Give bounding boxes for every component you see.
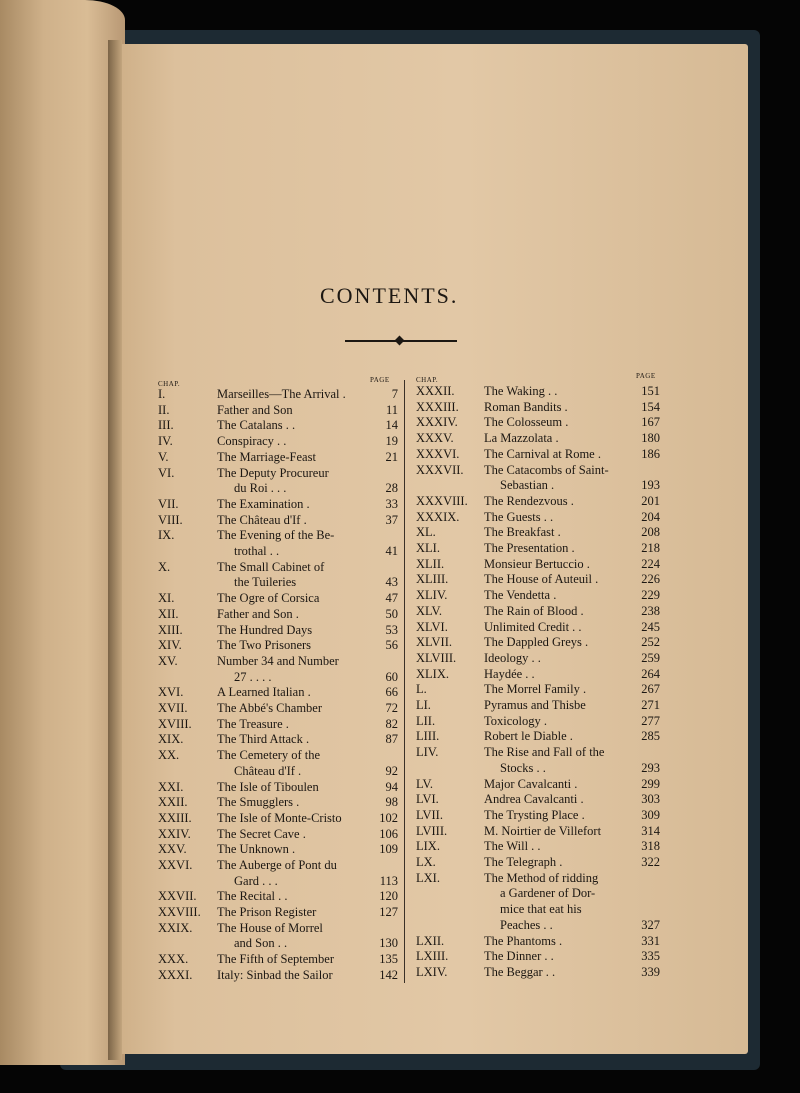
page-number: 259 xyxy=(641,650,660,665)
page-number: 33 xyxy=(385,496,398,511)
chapter-number: XX. xyxy=(158,748,180,763)
chapter-title: The Catacombs of Saint- xyxy=(484,462,609,477)
chapter-title: The Dinner . . xyxy=(484,949,554,964)
chapter-title: The Marriage-Feast xyxy=(217,449,316,464)
chapter-number: XXXII. xyxy=(416,384,455,398)
page-number: 130 xyxy=(379,936,398,951)
page-number: 120 xyxy=(379,889,398,904)
page-number: 92 xyxy=(385,763,398,778)
page-number: 252 xyxy=(641,635,660,650)
page-number: 314 xyxy=(641,823,660,838)
chapter-number: II. xyxy=(158,402,170,417)
chapter-number: XXIX. xyxy=(158,920,193,935)
chapter-title: The Method of ridding xyxy=(484,870,599,885)
toc-entry xyxy=(158,827,398,843)
chapter-title: The Phantoms . xyxy=(484,933,563,948)
toc-entry xyxy=(416,620,661,636)
chapter-title: Father and Son xyxy=(217,402,293,417)
page-number: 82 xyxy=(385,716,398,731)
page-number: 154 xyxy=(641,399,660,414)
chapter-title: Roman Bandits . xyxy=(484,399,568,414)
page-number: 109 xyxy=(379,842,398,857)
chapter-number: XXVI. xyxy=(158,858,193,872)
toc-entry xyxy=(416,462,661,493)
chapter-number: LXI. xyxy=(416,870,440,885)
page-number: 201 xyxy=(641,493,660,508)
toc-entry xyxy=(158,497,398,513)
chapter-number: XXX. xyxy=(158,952,189,967)
chapter-number: XLI. xyxy=(416,541,440,555)
page-number: 322 xyxy=(641,855,660,869)
page-number: 151 xyxy=(641,384,660,398)
chapter-title: Pyramus and Thisbe xyxy=(484,698,586,712)
chapter-title: The Isle of Tiboulen xyxy=(217,779,319,794)
toc-entry xyxy=(158,701,398,717)
toc-entry xyxy=(416,667,661,683)
page-header-right: PAGE xyxy=(636,372,656,380)
chapter-title: The Vendetta . xyxy=(484,588,557,603)
toc-entry xyxy=(158,591,398,607)
toc-entry xyxy=(158,418,398,434)
page-number: 224 xyxy=(641,556,660,571)
page-number: 72 xyxy=(385,701,398,715)
toc-entry xyxy=(158,528,398,558)
toc-entry xyxy=(158,717,398,733)
chapter-number: LV. xyxy=(416,776,434,791)
toc-entry xyxy=(158,748,398,778)
toc-entry xyxy=(416,839,661,855)
chapter-number: XXXIV. xyxy=(416,415,458,430)
chapter-number: LIII. xyxy=(416,729,440,744)
page-number: 19 xyxy=(385,434,398,449)
chapter-number: LI. xyxy=(416,698,431,712)
chapter-number: XVIII. xyxy=(158,716,192,731)
page-number: 277 xyxy=(641,713,660,728)
chapter-number: IX. xyxy=(158,528,175,543)
chapter-title: The Prison Register xyxy=(217,905,317,920)
toc-entry xyxy=(416,525,661,541)
toc-entry xyxy=(158,559,398,590)
chapter-title: Haydée . . xyxy=(484,666,535,681)
toc-entry xyxy=(158,638,398,654)
toc-entry xyxy=(416,729,661,745)
toc-entry xyxy=(416,870,661,932)
page-number: 303 xyxy=(641,792,660,807)
chapter-title: the Tuileries xyxy=(234,575,297,590)
chapter-number: XLIV. xyxy=(416,588,448,603)
chapter-number: XIV. xyxy=(158,638,182,653)
chapter-title: Robert le Diable . xyxy=(484,729,573,744)
chapter-number: XXXVIII. xyxy=(416,493,468,508)
chapter-title: The House of Auteuil . xyxy=(484,572,599,587)
chapter-number: XV. xyxy=(158,653,178,668)
chapter-title: trothal . . xyxy=(234,543,280,558)
chapter-title: The Trysting Place . xyxy=(484,807,585,822)
chapter-title: The Hundred Days xyxy=(217,622,313,637)
toc-entry xyxy=(416,400,661,416)
chapter-title: The Guests . . xyxy=(484,509,554,524)
toc-entry xyxy=(416,777,661,793)
toc-entry xyxy=(158,732,398,748)
chapter-title: Unlimited Credit . . xyxy=(484,619,582,634)
page-header-left: PAGE xyxy=(370,376,390,384)
chapter-number: LVI. xyxy=(416,792,439,807)
page-number: 102 xyxy=(379,810,398,825)
chapter-number: IV. xyxy=(158,434,173,449)
chapter-number: XXXV. xyxy=(416,431,454,446)
chapter-title: Father and Son . xyxy=(217,606,299,621)
page-number: 331 xyxy=(641,933,660,948)
chapter-number: X. xyxy=(158,559,171,574)
toc-entry xyxy=(158,513,398,529)
toc-entry xyxy=(158,905,398,921)
chapter-title: The Evening of the Be- xyxy=(217,528,335,543)
chapter-title: The Third Attack . xyxy=(217,732,310,747)
page-number: 41 xyxy=(385,543,398,558)
chapter-number: VII. xyxy=(158,496,179,511)
page-number: 14 xyxy=(385,418,398,433)
chapter-title: Toxicology . xyxy=(484,713,548,728)
chapter-title: The Cemetery of the xyxy=(217,748,321,763)
chapter-title: A Learned Italian . xyxy=(217,685,311,700)
page-number: 318 xyxy=(641,839,660,854)
chapter-title: Italy: Sinbad the Sailor xyxy=(217,967,333,982)
chapter-title: The Morrel Family . xyxy=(484,682,587,697)
chapter-number: LVII. xyxy=(416,807,443,822)
page-number: 264 xyxy=(641,666,660,681)
toc-entry xyxy=(416,745,661,775)
toc-entry xyxy=(158,403,398,419)
chapter-title: du Roi . . . xyxy=(234,481,287,496)
chapter-title: The Telegraph . xyxy=(484,855,563,869)
chapter-title: The House of Morrel xyxy=(217,920,323,935)
page-number: 142 xyxy=(379,967,398,982)
chapter-number: V. xyxy=(158,449,169,464)
page-number: 7 xyxy=(391,387,398,401)
page-number: 245 xyxy=(641,619,660,634)
chapter-title: and Son . . xyxy=(234,936,288,951)
chap-header-left: CHAP. xyxy=(158,380,181,388)
page-number: 167 xyxy=(641,415,660,430)
left-page-edge xyxy=(0,0,125,1065)
chapter-title: Gard . . . xyxy=(234,873,278,888)
chapter-title: The Isle of Monte-Cristo xyxy=(217,810,342,825)
chapter-title: Andrea Cavalcanti . xyxy=(484,792,584,807)
chapter-number: LIX. xyxy=(416,839,440,854)
chapter-title: The Rise and Fall of the xyxy=(484,745,605,760)
chapter-number: XL. xyxy=(416,525,436,540)
page-number: 127 xyxy=(379,905,398,920)
chapter-title: The Carnival at Rome . xyxy=(484,446,601,461)
page-number: 267 xyxy=(641,682,660,697)
chapter-number: LIV. xyxy=(416,745,439,760)
chapter-title: The Breakfast . xyxy=(484,525,561,540)
toc-entry xyxy=(416,447,661,463)
chapter-title: The Beggar . . xyxy=(484,964,556,979)
page-number: 204 xyxy=(641,509,660,524)
toc-entry xyxy=(158,607,398,623)
chapter-number: XXXVI. xyxy=(416,446,460,461)
page-number: 229 xyxy=(641,588,660,603)
toc-entry xyxy=(158,889,398,905)
chapter-title: Marseilles—The Arrival . xyxy=(217,387,346,401)
chapter-number: XXXIX. xyxy=(416,509,460,524)
page-number: 208 xyxy=(641,525,660,540)
toc-entry xyxy=(416,682,661,698)
toc-entry xyxy=(416,635,661,651)
toc-entry xyxy=(158,858,398,888)
chapter-number: XLIX. xyxy=(416,666,449,681)
chapter-number: I. xyxy=(158,387,166,401)
page-number: 56 xyxy=(385,638,398,653)
chapter-number: XLV. xyxy=(416,603,443,618)
page-number: 271 xyxy=(641,698,660,712)
toc-entry xyxy=(416,965,661,981)
chapter-title: The Will . . xyxy=(484,839,541,854)
chapter-number: LXIV. xyxy=(416,964,448,979)
toc-entry xyxy=(416,494,661,510)
toc-entry xyxy=(416,415,661,431)
chapter-number: XXII. xyxy=(158,795,188,810)
page-number: 299 xyxy=(641,776,660,791)
toc-entry xyxy=(158,653,398,684)
chapter-number: XXXIII. xyxy=(416,399,459,414)
chapter-title: The Examination . xyxy=(217,496,310,511)
toc-entry xyxy=(416,855,661,871)
toc-entry xyxy=(416,934,661,950)
page-number: 98 xyxy=(385,795,398,810)
toc-entry xyxy=(416,651,661,667)
column-divider xyxy=(404,380,405,983)
toc-entry xyxy=(158,842,398,858)
chapter-number: XIII. xyxy=(158,622,183,637)
page-number: 285 xyxy=(641,729,660,744)
page-number: 37 xyxy=(385,512,398,527)
toc-entry xyxy=(158,780,398,796)
toc-entry xyxy=(158,623,398,639)
chapter-title: The Rain of Blood . xyxy=(484,603,584,618)
toc-entry xyxy=(416,824,661,840)
chapter-title: The Two Prisoners xyxy=(217,638,312,653)
chapter-title: The Château d'If . xyxy=(217,512,307,527)
chapter-title: The Rendezvous . xyxy=(484,493,574,508)
chapter-number: XXVIII. xyxy=(158,905,201,920)
chapter-number: XLII. xyxy=(416,556,445,571)
chapter-title: Peaches . . xyxy=(500,917,553,932)
chapter-title: The Unknown . xyxy=(217,842,296,857)
toc-entry xyxy=(158,685,398,701)
page-number: 186 xyxy=(641,446,660,461)
page-number: 28 xyxy=(385,481,398,496)
chapter-number: III. xyxy=(158,418,174,433)
page-number: 238 xyxy=(641,603,660,618)
chapter-number: VI. xyxy=(158,465,175,480)
toc-entry xyxy=(416,792,661,808)
toc-entry xyxy=(158,434,398,450)
toc-entry xyxy=(416,510,661,526)
toc-entry xyxy=(416,572,661,588)
chapter-title: Monsieur Bertuccio . xyxy=(484,556,590,571)
chapter-title: The Treasure . xyxy=(217,716,289,731)
chapter-number: XIX. xyxy=(158,732,184,747)
chapter-number: XXV. xyxy=(158,842,187,857)
toc-entry xyxy=(158,795,398,811)
chapter-title: 27 . . . . xyxy=(234,669,272,684)
toc-entry xyxy=(158,811,398,827)
chapter-number: XII. xyxy=(158,606,179,621)
chapter-number: XLVII. xyxy=(416,635,452,650)
chapter-number: LXII. xyxy=(416,933,445,948)
chapter-number: XXVII. xyxy=(158,889,197,904)
toc-entry xyxy=(416,588,661,604)
page-gutter xyxy=(108,40,122,1060)
chapter-title: Conspiracy . . xyxy=(217,434,287,449)
toc-entry xyxy=(416,541,661,557)
chapter-number: LVIII. xyxy=(416,823,448,838)
chapter-number: LX. xyxy=(416,855,436,869)
page-number: 193 xyxy=(641,478,660,493)
page-number: 47 xyxy=(385,591,398,606)
chapter-number: XLIII. xyxy=(416,572,449,587)
chapter-number: LII. xyxy=(416,713,436,728)
chapter-title: The Auberge of Pont du xyxy=(217,858,337,872)
toc-entry xyxy=(158,968,398,984)
toc-entry xyxy=(158,465,398,496)
page-number: 309 xyxy=(641,807,660,822)
page-number: 135 xyxy=(379,952,398,967)
chapter-number: XVI. xyxy=(158,685,184,700)
chapter-title: The Small Cabinet of xyxy=(217,559,325,574)
toc-entry xyxy=(416,557,661,573)
chapter-title: Château d'If . xyxy=(234,763,302,778)
chapter-title: The Deputy Procureur xyxy=(217,465,329,480)
chapter-number: LXIII. xyxy=(416,949,449,964)
toc-entry xyxy=(416,808,661,824)
page-number: 327 xyxy=(641,917,660,932)
chapter-title: La Mazzolata . xyxy=(484,431,559,446)
chapter-number: XXIV. xyxy=(158,826,191,841)
chapter-number: XXXVII. xyxy=(416,462,464,477)
page-number: 50 xyxy=(385,606,398,621)
chapter-title: Number 34 and Number xyxy=(217,653,339,668)
page-number: 60 xyxy=(385,669,398,684)
toc-entry xyxy=(416,698,661,714)
page-title: CONTENTS. xyxy=(320,283,459,308)
page-number: 293 xyxy=(641,760,660,775)
toc-entry xyxy=(158,952,398,968)
toc-entry xyxy=(416,431,661,447)
chapter-title: Stocks . . xyxy=(500,760,546,775)
page-number: 335 xyxy=(641,949,660,964)
toc-entry xyxy=(416,384,661,400)
chapter-title: Ideology . . xyxy=(484,650,541,665)
chapter-title: The Dappled Greys . xyxy=(484,635,589,650)
chapter-number: XLVIII. xyxy=(416,650,457,665)
chapter-number: XLVI. xyxy=(416,619,448,634)
chapter-title: The Smugglers . xyxy=(217,795,300,810)
page-number: 339 xyxy=(641,964,660,979)
page-number: 87 xyxy=(385,732,398,747)
toc-entry xyxy=(416,949,661,965)
page-number: 11 xyxy=(385,402,398,417)
chapter-number: XXXI. xyxy=(158,967,193,982)
page-number: 218 xyxy=(641,541,660,555)
chapter-number: XXIII. xyxy=(158,810,192,825)
chapter-title: The Recital . . xyxy=(217,889,288,904)
chapter-title: The Catalans . . xyxy=(217,418,296,433)
chapter-number: XI. xyxy=(158,591,175,606)
toc-entry xyxy=(158,450,398,466)
page-number: 113 xyxy=(379,873,398,888)
chap-header-right: CHAP. xyxy=(416,376,439,384)
chapter-title: The Ogre of Corsica xyxy=(217,591,320,606)
chapter-title: a Gardener of Dor- xyxy=(500,886,596,901)
page-number: 53 xyxy=(385,622,398,637)
chapter-title: The Abbé's Chamber xyxy=(217,701,323,715)
page-number: 180 xyxy=(641,431,660,446)
chapter-title: The Presentation . xyxy=(484,541,575,555)
page-number: 226 xyxy=(641,572,660,587)
page-number: 21 xyxy=(385,449,398,464)
page-number: 66 xyxy=(385,685,398,700)
chapter-number: VIII. xyxy=(158,512,183,527)
page-number: 94 xyxy=(385,779,398,794)
toc-entry xyxy=(416,714,661,730)
chapter-number: XVII. xyxy=(158,701,188,715)
chapter-title: Sebastian . xyxy=(500,478,555,493)
chapter-title: The Colosseum . xyxy=(484,415,569,430)
chapter-title: The Fifth of September xyxy=(217,952,334,967)
toc-entry xyxy=(416,604,661,620)
toc-entry xyxy=(158,920,398,951)
chapter-title: mice that eat his xyxy=(500,902,582,917)
chapter-number: XXI. xyxy=(158,779,184,794)
chapter-title: Major Cavalcanti . xyxy=(484,776,578,791)
page-number: 106 xyxy=(379,826,398,841)
chapter-title: M. Noirtier de Villefort xyxy=(484,823,602,838)
toc-entry xyxy=(158,387,398,403)
page-number: 43 xyxy=(385,575,398,590)
chapter-number: L. xyxy=(416,682,427,697)
chapter-title: The Secret Cave . xyxy=(217,826,306,841)
chapter-title: The Waking . . xyxy=(484,384,558,398)
